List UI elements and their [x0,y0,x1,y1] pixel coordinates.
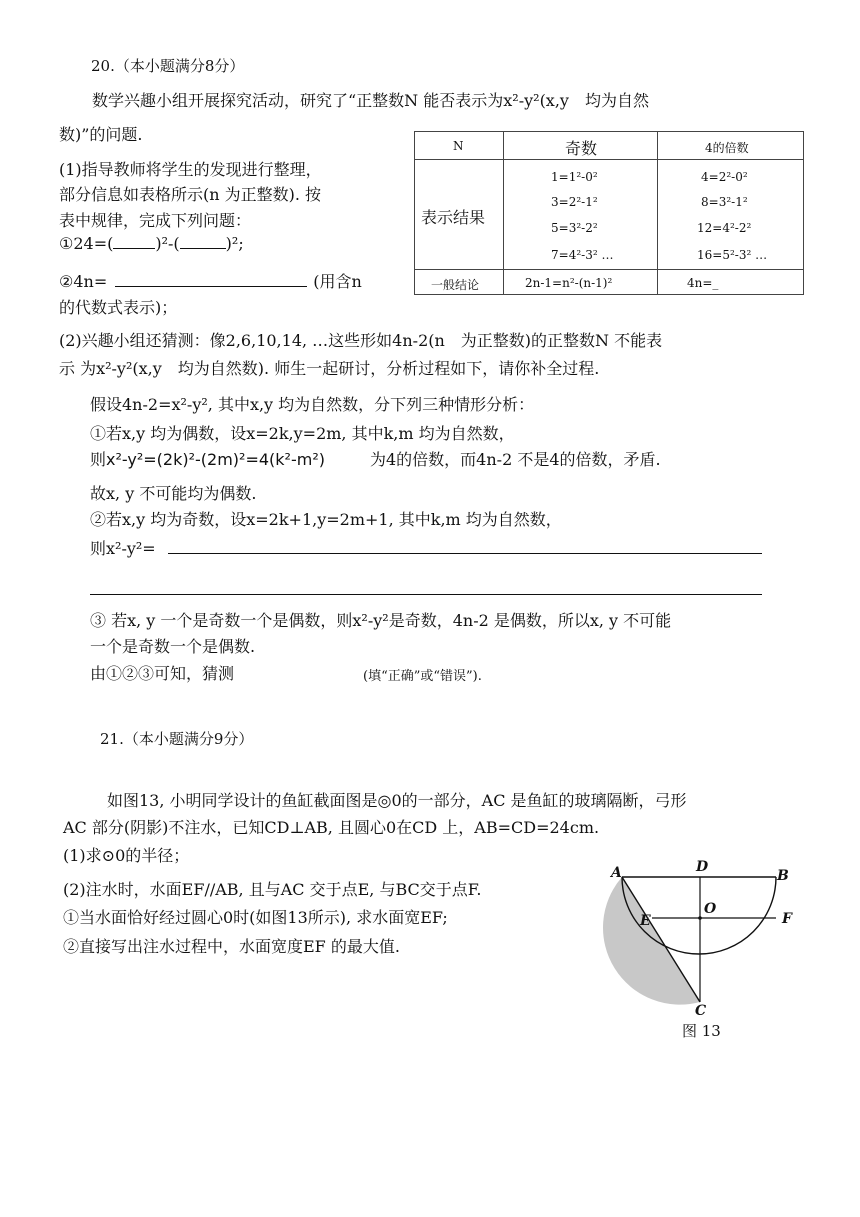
q20-heading: 20.（本小题满分8分） [91,57,245,75]
mult4-item: 8=3²-1² [701,195,748,209]
answer-line-case2[interactable] [168,553,762,554]
label-d: D [696,859,709,875]
q21-heading: 21.（本小题满分9分） [100,730,254,748]
center-point [698,916,702,920]
table-general-mult4: 4n=_ [687,276,719,290]
table-header-n: N [453,139,464,153]
label-f: F [782,911,792,927]
mult4-item: 12=4²-2² [697,221,752,235]
q20-conclusion-hint: (填“正确”或“错误”). [363,669,482,684]
table-header-odd: 奇数 [565,139,598,158]
q21-part2-item1: ①当水面恰好经过圆心0时(如图13所示), 求水面宽EF; [63,908,448,927]
item1-prefix: ①24=( [59,234,114,253]
q20-item2 [59,269,362,292]
q20-part1-line1: (1)指导教师将学生的发现进行整理， [59,160,322,179]
odd-item: 3=2²-1² [551,195,598,209]
q20-case1-line2a: 则x²-y²=(2k)²-(2m)²=4(k²-m²) [90,450,325,469]
q20-case3-line1: ③ 若x, y 一个是奇数一个是偶数，则x²-y²是奇数，4n-2 是偶数，所以x, y 不可能 [90,611,672,630]
q20-intro-line1: 数学兴趣小组开展探究活动，研究了“正整数N 能否表示为x²-y²(x,y 均为自然 [92,91,649,110]
q21-intro-line1: 如图13, 小明同学设计的鱼缸截面图是◎0的一部分，AC 是鱼缸的玻璃隔断，弓形 [107,791,687,810]
item1-suffix: )²; [225,234,244,253]
q20-part2-line2: 示 为x²-y²(x,y 均为自然数). 师生一起研讨，分析过程如下，请你补全过程. [59,359,600,378]
q21-part2-item2: ②直接写出注水过程中，水面宽度EF 的最大值. [63,937,400,956]
answer-line-case2-cont[interactable] [90,594,762,595]
figure-13 [600,855,810,1015]
table-general-label: 一般结论 [431,278,480,292]
q20-conclusion: 由①②③可知，猜测 [90,664,235,683]
table-general-odd: 2n-1=n²-(n-1)² [525,276,613,290]
mult4-item: 4=2²-0² [701,170,748,184]
representation-table [414,131,804,295]
table-header-mult4: 4的倍数 [705,141,749,155]
odd-item: 1=1²-0² [551,170,598,184]
item2-suffix: (用含n [313,272,362,291]
q20-case1-line3: 故x, y 不可能均为偶数. [90,484,257,503]
answer-blank-b[interactable] [180,234,226,249]
odd-item: 7=4²-3² … [551,248,614,262]
q20-assume: 假设4n-2=x²-y², 其中x,y 均为自然数，分下列三种情形分析： [90,395,535,414]
shaded-segment [603,877,700,1005]
label-e: E [640,913,651,929]
q20-part2-line1: (2)兴趣小组还猜测：像2,6,10,14, …这些形如4n-2(n 为正整数)的正整数N 不能表 [59,331,663,350]
table-row-label: 表示结果 [421,208,486,227]
q20-case1-line2b: 为4的倍数，而4n-2 不是4的倍数，矛盾. [370,450,661,469]
q20-item1 [59,234,244,253]
item1-middle: )²-( [155,234,180,253]
mult4-item: 16=5²-3² … [697,248,768,262]
q20-part1-line3: 表中规律，完成下列问题： [59,211,252,230]
answer-blank-4n[interactable] [115,272,307,287]
odd-item: 5=3²-2² [551,221,598,235]
label-b: B [777,868,789,884]
label-c: C [695,1003,707,1015]
q20-case3-line2: 一个是奇数一个是偶数. [90,637,256,656]
q20-case2-line2: 则x²-y²= [90,539,156,558]
item2-prefix: ②4n= [59,272,108,291]
answer-blank-a[interactable] [113,234,155,249]
q20-item2-cont: 的代数式表示)； [59,298,178,317]
q20-intro-line2: 数)”的问题. [59,125,143,144]
q20-part1-line2: 部分信息如表格所示(n 为正整数). 按 [59,185,322,204]
q21-intro-line2: AC 部分(阴影)不注水，已知CD⊥AB, 且圆心0在CD 上，AB=CD=24cm. [63,818,600,837]
label-o: O [704,901,717,917]
figure-caption: 图 13 [682,1022,721,1040]
q21-part2: (2)注水时，水面EF//AB, 且与AC 交于点E, 与BC交于点F. [63,880,482,899]
q21-part1: (1)求⊙0的半径； [63,846,190,865]
label-a: A [611,865,622,881]
q20-case1-line1: ①若x,y 均为偶数，设x=2k,y=2m, 其中k,m 均为自然数， [90,424,515,443]
q20-case2-line1: ②若x,y 均为奇数，设x=2k+1,y=2m+1, 其中k,m 均为自然数， [90,510,562,529]
